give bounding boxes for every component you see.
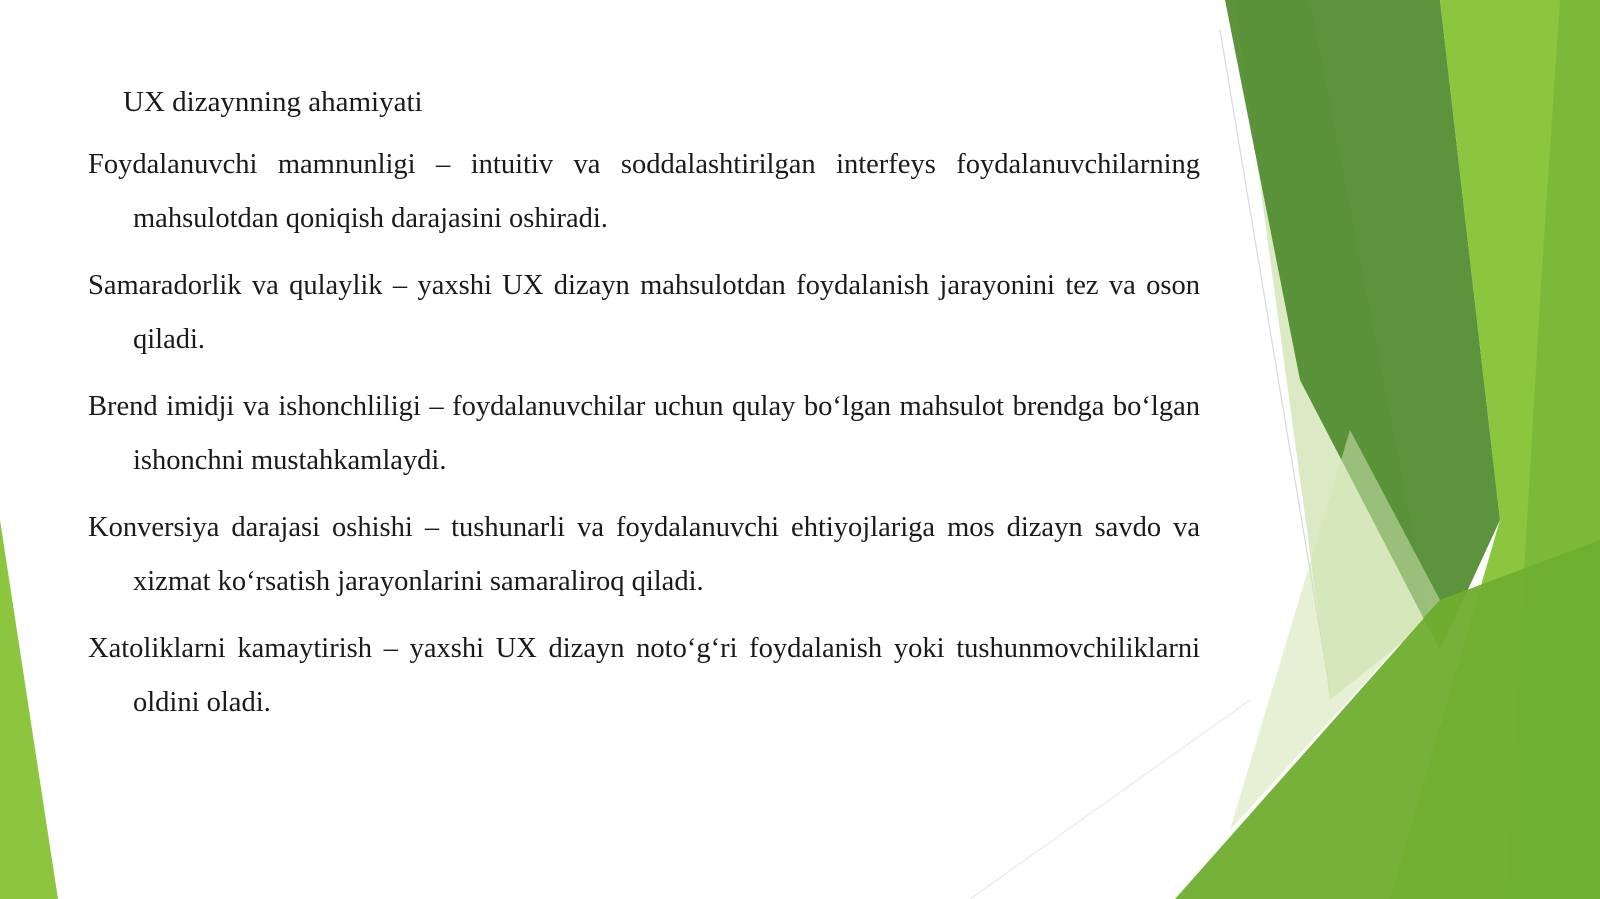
bullet-item: Samaradorlik va qulaylik – yaxshi UX dizayn mahsulotdan foydalanish jarayonini tez va oson qiladi. xyxy=(88,270,1200,355)
bullet-item: Brend imidji va ishonchliligi – foydalanuvchilar uchun qulay bo‘lgan mahsulot brendga bo‘lgan ishonchni mustahkamlaydi. xyxy=(88,391,1200,476)
bullet-item: Konversiya darajasi oshishi – tushunarli va foydalanuvchi ehtiyojlariga mos dizayn savdo va xizmat ko‘rsatish jarayonlarini samaraliroq qiladi. xyxy=(88,512,1200,597)
slide-title: UX dizaynning ahamiyati xyxy=(123,86,423,118)
bullet-item: Foydalanuvchi mamnunligi – intuitiv va soddalashtirilgan interfeys foydalanuvchilarning mahsulotdan qoniqish darajasini oshiradi. xyxy=(88,149,1200,234)
left-green-wedge xyxy=(0,520,58,899)
bullet-list xyxy=(88,138,1200,730)
slide-content xyxy=(88,78,1200,743)
bullet-item: Xatoliklarni kamaytirish – yaxshi UX dizayn noto‘g‘ri foydalanish yoki tushunmovchiliklarni oldini oladi. xyxy=(88,633,1200,718)
